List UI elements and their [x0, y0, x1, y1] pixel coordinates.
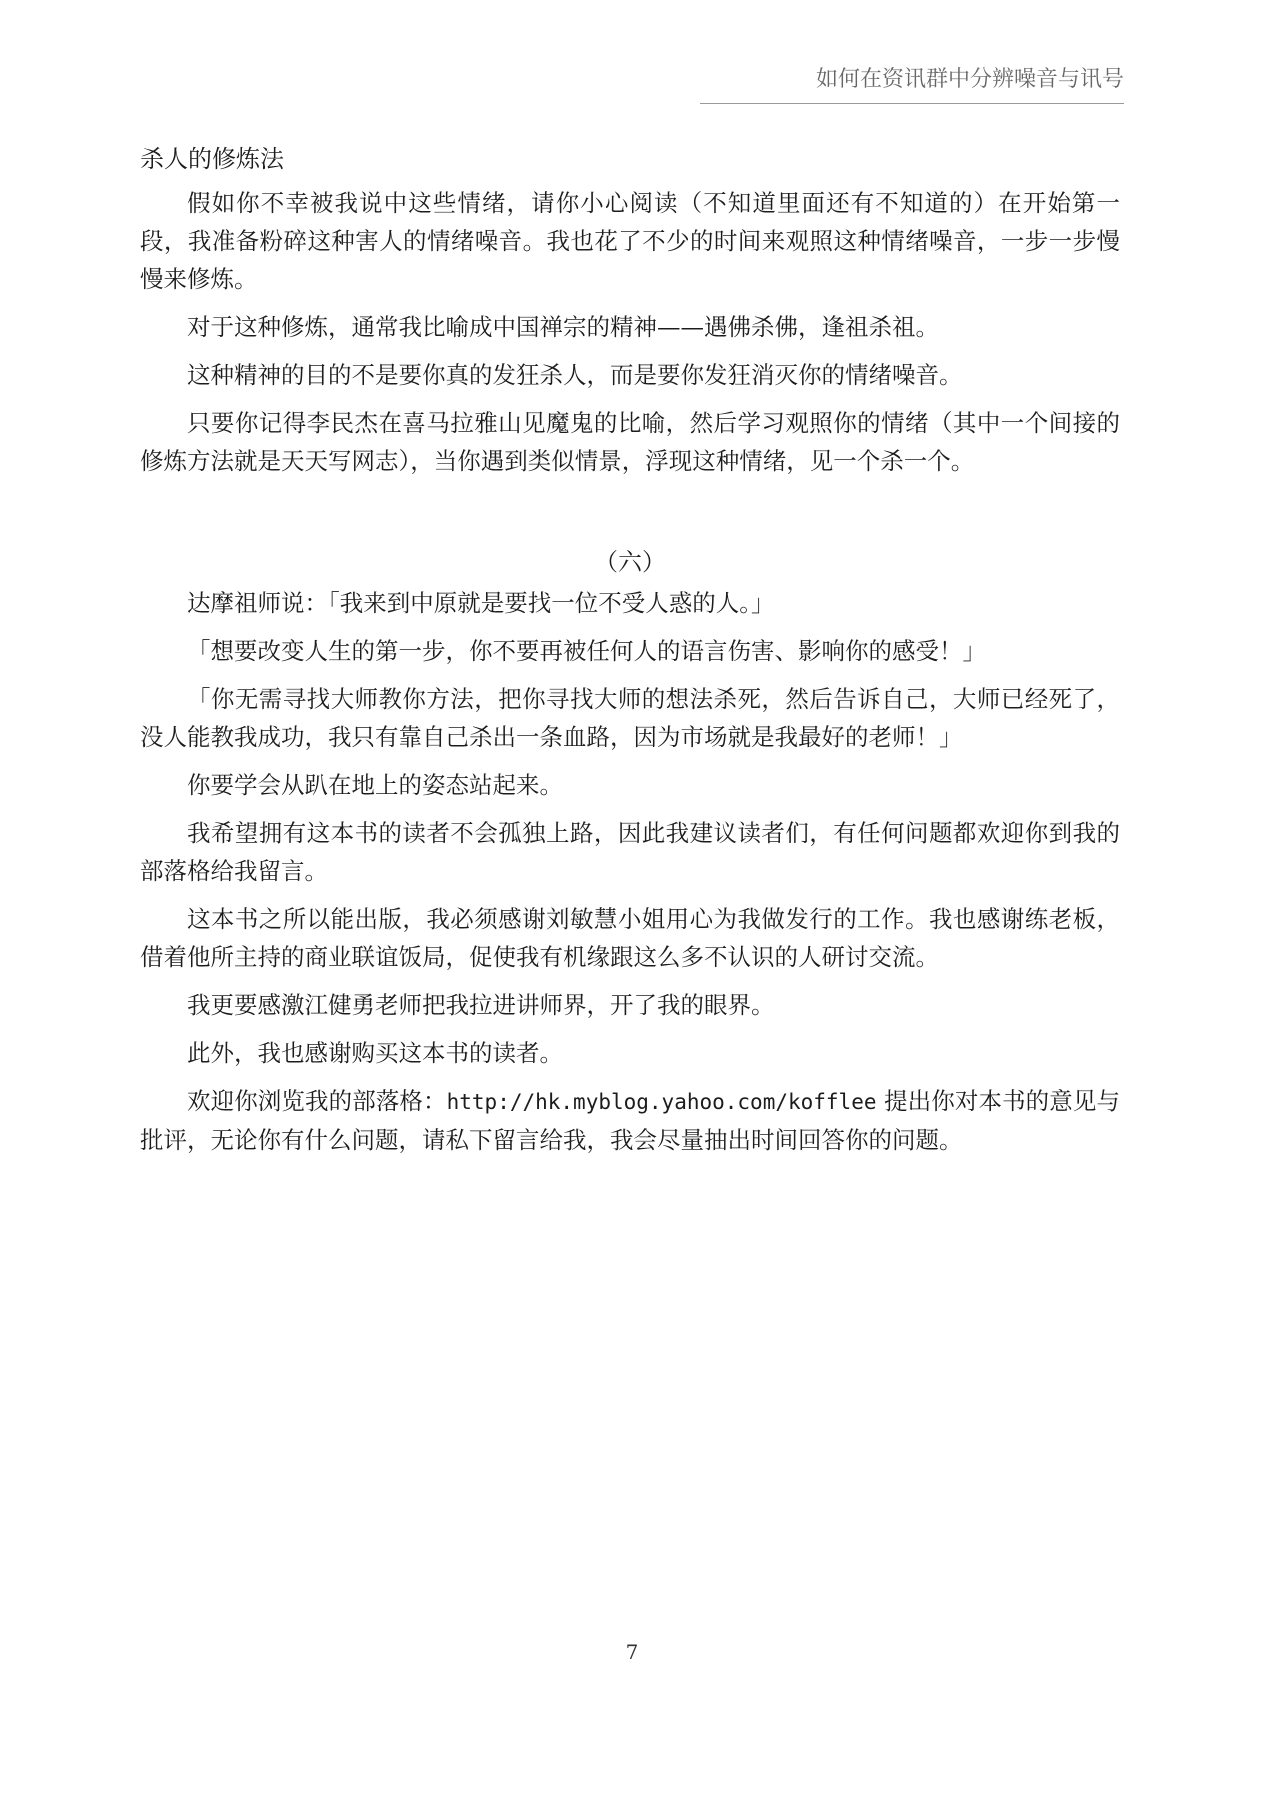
- paragraph-text: 提出你对本书的意见与批评，无论你有什么问题，请私下留言给我，我会尽量抽出时间回答你的问题。: [140, 1087, 1120, 1154]
- paragraph: 假如你不幸被我说中这些情绪，请你小心阅读（不知道里面还有不知道的）在开始第一段，我准备粉碎这种害人的情绪噪音。我也花了不少的时间来观照这种情绪噪音，一步一步慢慢来修炼。: [140, 189, 1120, 293]
- paragraph-with-blog-link: [140, 1082, 1120, 1159]
- section-number: （六）: [594, 548, 666, 576]
- paragraph: 对于这种修炼，通常我比喻成中国禅宗的精神——遇佛杀佛，逢祖杀祖。: [187, 313, 939, 341]
- paragraph: 你要学会从趴在地上的姿态站起来。: [187, 771, 563, 799]
- paragraph-text: 欢迎你浏览我的部落格：: [187, 1087, 447, 1115]
- paragraph: 只要你记得李民杰在喜马拉雅山见魔鬼的比喻，然后学习观照你的情绪（其中一个间接的修炼方法就是天天写网志），当你遇到类似情景，浮现这种情绪，见一个杀一个。: [140, 409, 1120, 475]
- paragraph: 「想要改变人生的第一步，你不要再被任何人的语言伤害、影响你的感受！」: [187, 637, 986, 665]
- page-number: 7: [625, 1640, 639, 1664]
- section-title: 杀人的修炼法: [140, 145, 284, 173]
- paragraph: 这本书之所以能出版，我必须感谢刘敏慧小姐用心为我做发行的工作。我也感谢练老板，借着他所主持的商业联谊饭局，促使我有机缘跟这么多不认识的人研讨交流。: [140, 905, 1120, 971]
- paragraph: 我更要感激江健勇老师把我拉进讲师界，开了我的眼界。: [187, 991, 775, 1019]
- paragraph: 此外，我也感谢购买这本书的读者。: [187, 1039, 563, 1067]
- paragraph: 我希望拥有这本书的读者不会孤独上路，因此我建议读者们，有任何问题都欢迎你到我的部落格给我留言。: [140, 819, 1120, 885]
- paragraph: 「你无需寻找大师教你方法，把你寻找大师的想法杀死，然后告诉自己，大师已经死了，没人能教我成功，我只有靠自己杀出一条血路，因为市场就是我最好的老师！」: [140, 685, 1120, 751]
- page-body: [140, 140, 1120, 1169]
- paragraph: 达摩祖师说：「我来到中原就是要找一位不受人惑的人。」: [187, 589, 775, 617]
- blog-url-link[interactable]: http://hk.myblog.yahoo.com/kofflee: [446, 1090, 877, 1114]
- running-header: 如何在资讯群中分辨噪音与讯号: [700, 62, 1124, 104]
- paragraph: 这种精神的目的不是要你真的发狂杀人，而是要你发狂消灭你的情绪噪音。: [187, 361, 963, 389]
